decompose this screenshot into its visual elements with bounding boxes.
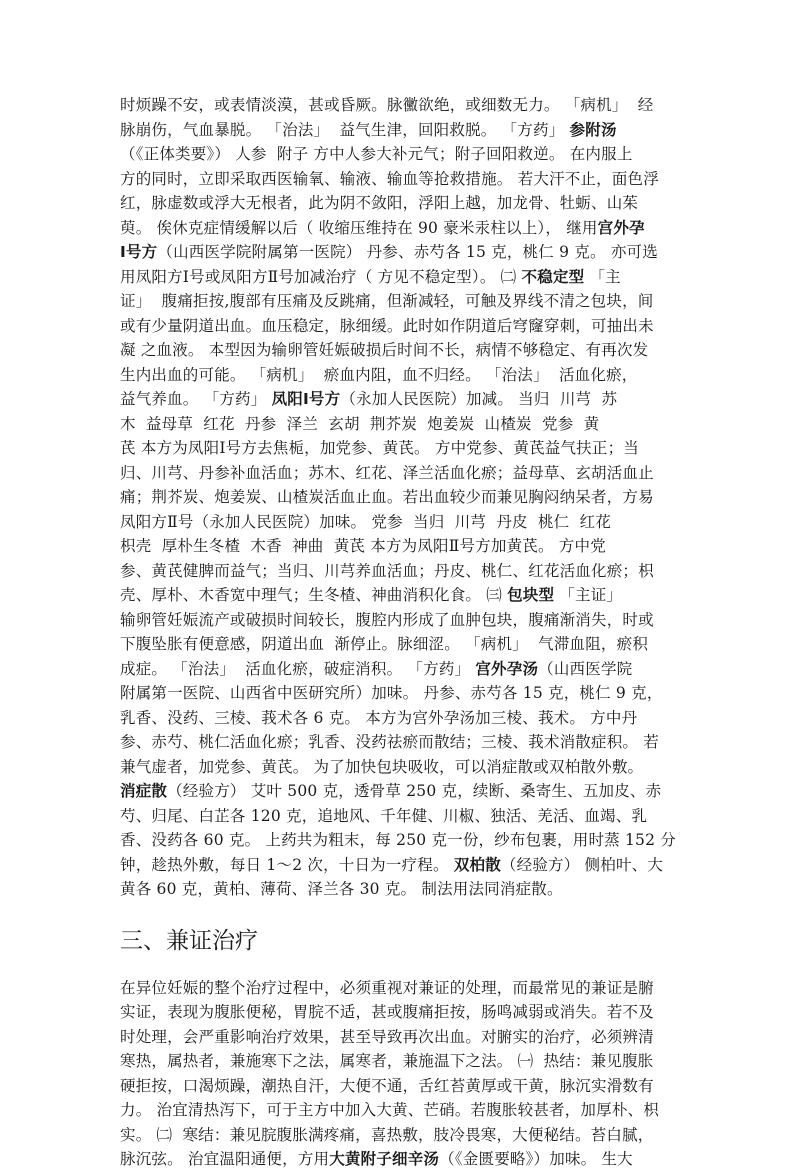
text-line [120, 412, 680, 437]
text-run: 木 益母草 红花 丹参 泽兰 玄胡 荆芥炭 炮姜炭 山楂炭 党参 黄 [120, 414, 600, 433]
text-run: 益气养血。 「方药」 [120, 390, 272, 408]
text-run: 成症。 「治法」 活血化瘀，破症消积。 「方药」 [120, 659, 476, 678]
text-run: 用凤阳方Ⅰ号或凤阳方Ⅱ号加减治疗（ 方见不稳定型）。 ㈡ [120, 267, 522, 286]
text-line [120, 534, 680, 559]
text-run: 实。 ㈡ 寒结：兼见脘腹胀满疼痛，喜热敷，肢冷畏寒，大便秘结。苔白腻， [120, 1125, 654, 1144]
text-run: 「主证」 [554, 586, 623, 604]
text-line [120, 314, 680, 339]
text-line [120, 657, 680, 682]
text-line [120, 877, 680, 902]
text-line [120, 338, 680, 363]
text-line [120, 1147, 680, 1172]
text-run: 脉崩伤，气血暴脱。 「治法」 益气生津，回阳救脱。 「方药」 [120, 120, 570, 139]
text-line [120, 240, 680, 265]
text-run: 黄各 60 克，黄柏、薄荷、泽兰各 30 克。 制法用法同消症散。 [120, 880, 563, 898]
text-line [120, 730, 680, 755]
text-line [120, 289, 680, 314]
text-line [120, 1074, 680, 1099]
text-line [120, 583, 680, 608]
text-run: 凝 之血液。 本型因为输卵管妊娠破损后时间不长，病情不够稳定、有再次发 [120, 341, 649, 359]
text-line [120, 191, 680, 216]
bold-term: 包块型 [507, 586, 555, 604]
text-line [120, 1025, 680, 1050]
document-page [120, 93, 680, 1172]
section-treatment-types [120, 93, 680, 902]
text-run: 时处理，会严重影响治疗效果，甚至导致再次出血。对腑实的治疗，必须辨清 [120, 1027, 654, 1046]
text-line [120, 853, 680, 878]
text-run: 下腹坠胀有便意感，阴道出血 渐停止。脉细涩。 「病机」 气滞血阻，瘀积 [120, 635, 649, 653]
text-run: 归、川芎、丹参补血活血；苏木、红花、泽兰活血化瘀；益母草、玄胡活血止 [120, 463, 654, 482]
text-run: 壳、厚朴、木香宽中理气；生冬楂、神曲消积化食。 ㈢ [120, 586, 508, 604]
text-run: （经验方） 侧柏叶、大 [500, 855, 664, 874]
text-run: 芍、归尾、白芷各 120 克，追地风、千年健、川椒、独活、羌活、血竭、乳 [120, 806, 648, 825]
text-run: （《金匮要略》）加味。 生大 [439, 1150, 633, 1168]
section-heading: 三、兼证治疗 [120, 927, 258, 954]
text-run: （山西医学院附属第一医院） 丹参、赤芍各 15 克，桃仁 9 克。 亦可选 [157, 243, 658, 261]
text-line [120, 167, 680, 192]
bold-term: 参附汤 [569, 120, 617, 139]
text-run: （永加人民医院）加减。 当归 川芎 苏 [340, 390, 618, 408]
text-line [120, 755, 680, 780]
text-line [120, 461, 680, 486]
text-run: 枳壳 厚朴生冬楂 木香 神曲 黄芪 本方为凤阳Ⅱ号方加黄芪。 方中党 [120, 537, 606, 555]
text-line [120, 706, 680, 731]
text-run: 参、黄芪健脾而益气；当归、川芎养血活血；丹皮、桃仁、红花活血化瘀；枳 [120, 561, 654, 580]
text-line [120, 1049, 680, 1074]
text-line [120, 632, 680, 657]
text-line [120, 265, 680, 290]
text-run: 证」 腹痛拒按,腹部有压痛及反跳痛，但渐减轻，可触及界线不清之包块，间 [120, 292, 654, 310]
text-run: 输卵管妊娠流产或破损时间较长，腹腔内形成了血肿包块，腹痛渐消失，时或 [120, 610, 654, 629]
text-line [120, 142, 680, 167]
bold-term: 宫外孕 [597, 218, 645, 237]
text-run: （经验方） 艾叶 500 克，透骨草 250 克，续断、桑寄生、五加皮、赤 [167, 782, 662, 800]
text-line [120, 779, 680, 804]
bold-term: 宫外孕汤 [475, 659, 539, 678]
text-line [120, 1098, 680, 1123]
text-line [120, 559, 680, 584]
text-line [120, 828, 680, 853]
text-run: 兼气虚者，加党参、黄芪。 为了加快包块吸收，可以消症散或双柏散外敷。 [120, 757, 644, 776]
text-run: 「主 [584, 267, 621, 286]
text-line [120, 1123, 680, 1148]
text-run: （山西医学院 [538, 659, 633, 678]
text-run: 或有少量阴道出血。血压稳定，脉细缓。此时如作阴道后穹窿穿刺，可抽出未 [120, 316, 654, 335]
text-line [120, 681, 680, 706]
text-run: 芪 本方为凤阳Ⅰ号方去焦栀，加党参、黄芪。 方中党参、黄芪益气扶正；当 [120, 439, 639, 457]
text-line [120, 804, 680, 829]
text-run: 凤阳方Ⅱ号（永加人民医院）加味。 党参 当归 川芎 丹皮 桃仁 红花 [120, 512, 612, 531]
text-run: 寒热，属热者，兼施寒下之法，属寒者，兼施温下之法。 ㈠ 热结：兼见腹胀 [120, 1052, 654, 1070]
text-line [120, 510, 680, 535]
text-run: 附属第一医院、山西省中医研究所）加味。 丹参、赤芍各 15 克，桃仁 9 克， [120, 684, 663, 702]
bold-term: 消症散 [120, 782, 168, 800]
text-line [120, 118, 680, 143]
text-line [120, 1000, 680, 1025]
text-run: 红，脉虚数或浮大无根者，此为阴不敛阳，浮阳上越，加龙骨、牡蛎、山茱 [120, 194, 639, 212]
text-line [120, 608, 680, 633]
text-run: 痛；荆芥炭、炮姜炭、山楂炭活血止血。若出血较少而兼见胸闷纳呆者，方易 [120, 488, 654, 506]
section-complication-treatment [120, 976, 680, 1172]
text-line [120, 387, 680, 412]
bold-term: 大黄附子细辛汤 [329, 1150, 440, 1168]
text-run: 萸。 俟休克症情缓解以后（ 收缩压维持在 90 豪米汞柱以上）， 继用 [120, 218, 598, 237]
text-run: 在异位妊娠的整个治疗过程中，必须重视对兼证的处理，而最常见的兼证是腑 [120, 978, 654, 997]
text-run: 硬拒按，口渴烦躁，潮热自汗，大便不通，舌红苔黄厚或干黄，脉沉实滑数有 [120, 1076, 654, 1095]
text-run: 实证，表现为腹胀便秘，胃脘不适，甚或腹痛拒按，肠鸣减弱或消失。若不及 [120, 1003, 654, 1021]
bold-term: 凤阳Ⅰ号方 [271, 390, 341, 408]
text-run: 香、没药各 60 克。 上药共为粗末，每 250 克一份，纱布包裹，用时蒸 152 分 [120, 831, 676, 849]
text-run: 方的同时，立即采取西医输氧、输液、输血等抢救措施。 若大汗不止，面色浮 [120, 169, 659, 188]
text-run: 钟，趁热外敷，每日 1～2 次，十日为一疗程。 [120, 855, 454, 874]
text-line [120, 436, 680, 461]
bold-term: 双柏散 [453, 855, 501, 874]
text-run: 时烦躁不安，或表情淡漠，甚或昏厥。脉黴欲绝，或细数无力。 「病机」 经 [120, 96, 654, 114]
text-line [120, 216, 680, 241]
text-line [120, 976, 680, 1001]
text-line [120, 485, 680, 510]
bold-term: Ⅰ号方 [120, 243, 158, 261]
text-run: 力。 治宜清热泻下，可于主方中加入大黄、芒硝。若腹胀较甚者，加厚朴、枳 [120, 1101, 659, 1119]
text-run: 乳香、没药、三棱、莪术各 6 克。 本方为宫外孕汤加三棱、莪术。 方中丹 [120, 708, 638, 727]
text-run: 生内出血的可能。 「病机」 瘀血内阻，血不归经。 「治法」 活血化瘀， [120, 365, 638, 384]
text-line [120, 363, 680, 388]
text-line [120, 93, 680, 118]
text-run: （《正体类要》） 人参 附子 方中人参大补元气；附子回阳救逆。 在内服上 [120, 145, 633, 163]
text-run: 脉沉弦。 治宜温阳通便，方用 [120, 1150, 330, 1168]
text-run: 参、赤芍、桃仁活血化瘀；乳香、没药祛瘀而散结；三棱、莪术消散症积。 若 [120, 733, 659, 751]
bold-term: 不稳定型 [521, 267, 585, 286]
